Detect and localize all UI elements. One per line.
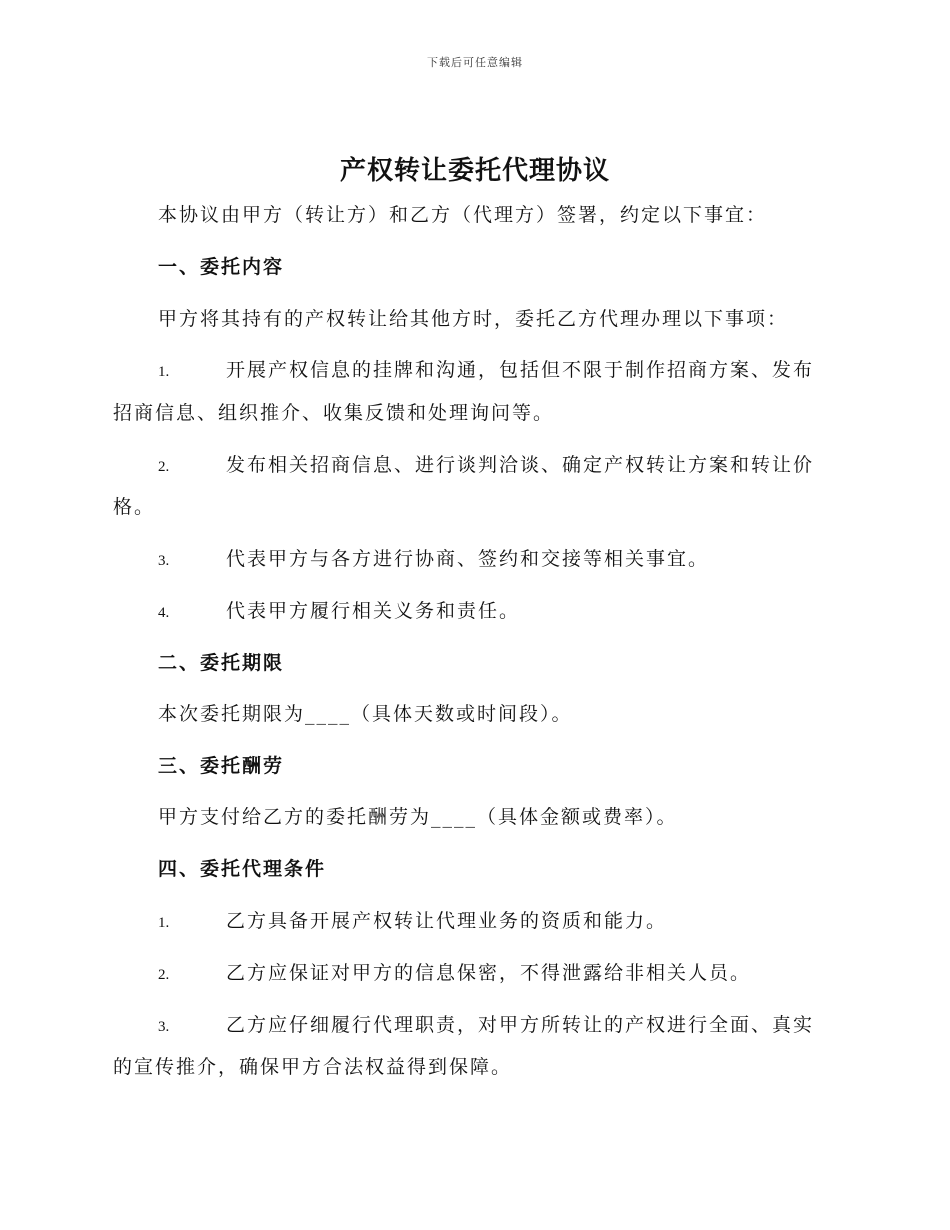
list-number: 2. bbox=[158, 459, 170, 475]
list-number: 1. bbox=[158, 364, 170, 380]
list-item bbox=[158, 450, 814, 477]
list-item bbox=[158, 958, 751, 985]
list-number: 3. bbox=[158, 1019, 170, 1035]
list-item bbox=[158, 544, 709, 571]
list-text: 代表甲方履行相关义务和责任。 bbox=[226, 600, 521, 622]
intro-paragraph: 本协议由甲方（转让方）和乙方（代理方）签署，约定以下事宜： bbox=[158, 204, 768, 226]
list-number: 2. bbox=[158, 967, 170, 983]
page-header: 下载后可任意编辑 bbox=[427, 56, 523, 69]
list-item bbox=[158, 906, 667, 933]
list-item bbox=[158, 355, 814, 382]
list-text-continuation: 格。 bbox=[113, 496, 156, 518]
list-number: 4. bbox=[158, 605, 170, 621]
list-text-continuation: 的宣传推介，确保甲方合法权益得到保障。 bbox=[113, 1056, 513, 1078]
section-2-heading: 二、委托期限 bbox=[158, 652, 285, 674]
section-3-heading: 三、委托酬劳 bbox=[158, 755, 285, 777]
section-4-heading: 四、委托代理条件 bbox=[158, 858, 327, 880]
section-1-heading: 一、委托内容 bbox=[158, 256, 285, 278]
list-text: 开展产权信息的挂牌和沟通，包括但不限于制作招商方案、发布 bbox=[226, 359, 815, 381]
list-text: 乙方具备开展产权转让代理业务的资质和能力。 bbox=[226, 910, 668, 932]
list-text: 发布相关招商信息、进行谈判洽谈、确定产权转让方案和转让价 bbox=[226, 454, 815, 476]
section-2-text: 本次委托期限为____（具体天数或时间段）。 bbox=[158, 703, 573, 725]
section-1-lead: 甲方将其持有的产权转让给其他方时，委托乙方代理办理以下事项： bbox=[158, 308, 789, 330]
list-text-continuation: 招商信息、组织推介、收集反馈和处理询问等。 bbox=[113, 402, 555, 424]
section-3-text: 甲方支付给乙方的委托酬劳为____（具体金额或费率）。 bbox=[158, 806, 678, 828]
document-title: 产权转让委托代理协议 bbox=[339, 156, 610, 186]
list-text: 代表甲方与各方进行协商、签约和交接等相关事宜。 bbox=[226, 548, 710, 570]
list-item bbox=[158, 596, 520, 623]
list-number: 1. bbox=[158, 915, 170, 931]
list-text: 乙方应保证对甲方的信息保密，不得泄露给非相关人员。 bbox=[226, 962, 752, 984]
list-text: 乙方应仔细履行代理职责，对甲方所转让的产权进行全面、真实 bbox=[226, 1014, 815, 1036]
list-item bbox=[158, 1010, 814, 1037]
list-number: 3. bbox=[158, 553, 170, 569]
